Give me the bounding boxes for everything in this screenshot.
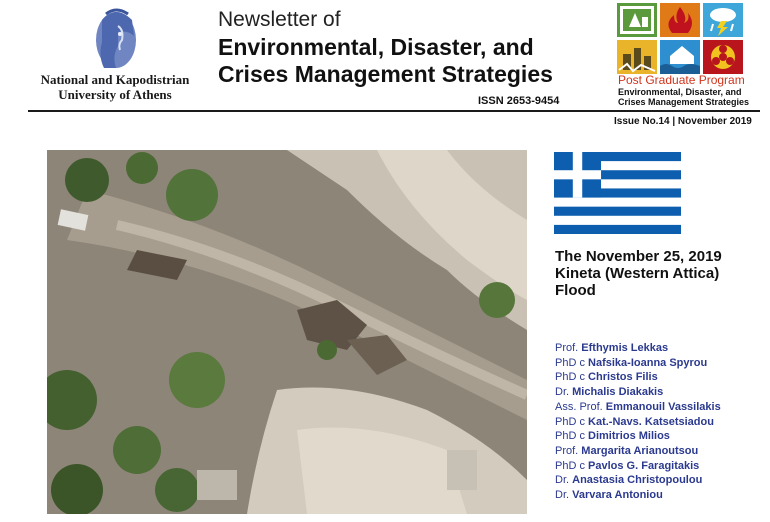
author-title: Ass. Prof. [555,400,603,413]
newsletter-title-line2: Crises Management Strategies [218,61,553,87]
author-item [555,415,770,430]
author-name: Anastasia Christopoulou [572,474,703,487]
author-item [555,473,770,488]
newsletter-of-label: Newsletter of [218,8,341,31]
biohazard-icon [703,40,743,74]
author-name: Emmanouil Vassilakis [605,400,721,413]
author-title: PhD c [555,459,585,472]
newsletter-title-line1: Environmental, Disaster, and [218,34,534,60]
author-title: PhD c [555,415,585,428]
author-name: Christos Filis [588,371,658,384]
article-title-line1: The November 25, 2019 [555,248,722,265]
author-name: Nafsika-Ioanna Spyrou [588,356,708,369]
author-name: Dimitrios Milios [588,430,670,443]
forest-icon [617,3,657,37]
author-item [555,356,770,371]
program-icon-grid [617,3,743,75]
newsletter-title [218,34,608,88]
author-item [555,400,770,415]
author-title: PhD c [555,371,585,384]
university-name-line1: National and Kapodistrian [40,72,190,87]
author-title: Prof. [555,342,579,354]
author-item [555,341,770,356]
university-name [20,72,210,102]
program-title: Post Graduate Program [618,73,745,87]
author-name: Michalis Diakakis [572,386,664,399]
author-name: Varvara Antoniou [572,489,663,502]
article-title-line3: Flood [555,282,596,299]
header-divider [28,110,760,112]
university-athena-logo [88,6,144,72]
author-title: Dr. [555,386,570,399]
article-title-line2: Kineta (Western Attica) [555,265,720,282]
issue-label: Issue No.14 | November 2019 [614,116,752,127]
author-item [555,444,770,459]
author-title: PhD c [555,356,585,369]
program-line2: Crises Management Strategies [618,97,750,107]
author-title: PhD c [555,430,585,443]
author-name: Efthymis Lekkas [581,342,669,354]
university-name-line2: University of Athens [58,87,172,102]
flood-icon [660,40,700,74]
author-item [555,459,770,474]
program-line1: Environmental, Disaster, and [618,87,742,97]
earthquake-icon [617,40,657,74]
issn-number: ISSN 2653-9454 [478,95,560,107]
author-item [555,429,770,444]
author-list [555,341,770,503]
author-title: Dr. [555,489,570,502]
author-item [555,370,770,385]
author-title: Dr. [555,474,570,487]
storm-icon [703,3,743,37]
article-title [555,248,765,299]
author-name: Pavlos G. Faragitakis [588,459,700,472]
author-item [555,488,770,503]
author-title: Prof. [555,444,579,457]
program-label-block [618,74,768,107]
greek-flag [554,152,681,234]
fire-icon [660,3,700,37]
author-name: Margarita Arianoutsou [581,444,699,457]
author-name: Kat.-Navs. Katsetsiadou [588,415,714,428]
aerial-flood-photo [47,150,527,514]
author-item [555,385,770,400]
